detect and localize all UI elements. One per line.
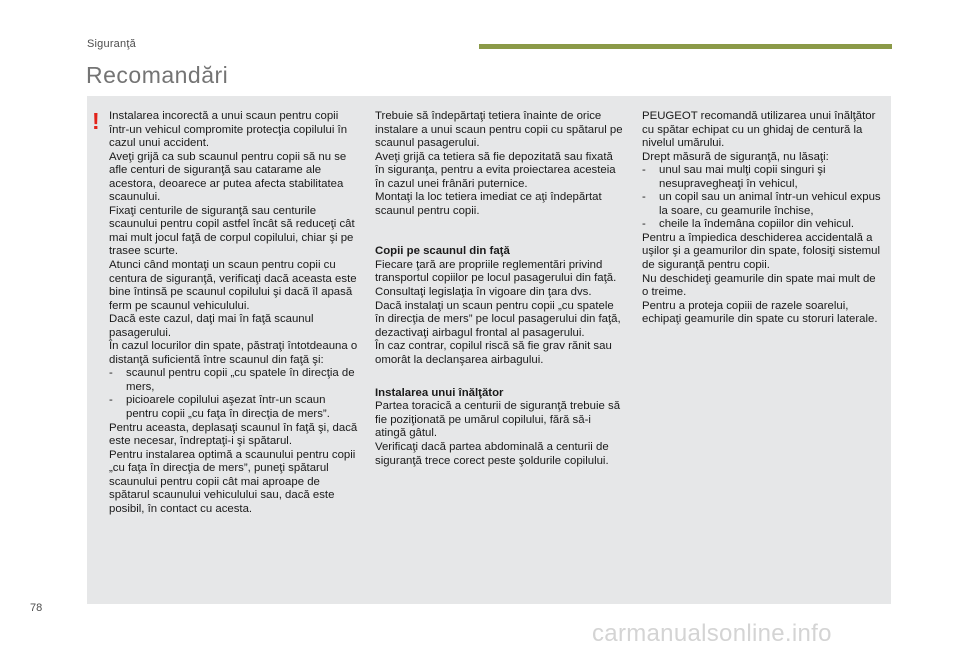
paragraph: Drept măsură de siguranţă, nu lăsaţi: xyxy=(642,150,829,163)
paragraph: Trebuie să îndepărtaţi tetiera înainte de orice instalare a unui scaun pentru copii cu spătarul pe scaunul pasagerului. xyxy=(375,110,623,150)
paragraph: Aveţi grijă ca tetiera să fie depozitată sau fixată în siguranţa, pentru a evita proiectarea acesteia în cazul unei frânări puternice. xyxy=(375,150,616,190)
list-item-text: picioarele copilului aşezat într-un scaun pentru copii „cu faţa în direcţia de mers”. xyxy=(126,394,330,421)
list-item xyxy=(109,394,359,421)
spacer xyxy=(375,367,625,381)
paragraph: Instalarea incorectă a unui scaun pentru copii într-un vehicul compromite protecţia copilului în cazul unui accident. xyxy=(109,110,348,150)
paragraph: În cazul locurilor din spate, păstraţi întotdeauna o distanţă suficientă între scaunul din faţă şi: xyxy=(109,340,358,366)
paragraph: PEUGEOT recomandă utilizarea unui înălţător cu spătar echipat cu un ghidaj de centură la nivelul umărului. xyxy=(642,110,876,150)
paragraph: Atunci când montaţi un scaun pentru copii cu centura de siguranţă, verificaţi dacă aceasta este bine întinsă pe scaunul copilului şi dacă îl apasă ferm pe scaunul vehiculului. xyxy=(109,259,357,312)
paragraph: Montaţi la loc tetiera imediat ce aţi îndepărtat scaunul pentru copii. xyxy=(375,191,602,217)
paragraph: Dacă instalaţi un scaun pentru copii „cu spatele în direcţia de mers” pe locul pasagerului din faţă, dezactivaţi airbagul frontal al pasagerului. xyxy=(375,299,621,339)
dash-bullet: - xyxy=(642,218,646,231)
dash-bullet: - xyxy=(642,164,646,177)
paragraph: Dacă este cazul, daţi mai în faţă scaunul pasagerului. xyxy=(109,313,314,339)
list-item-text: unul sau mai mulţi copii singuri şi nesupravegheaţi în vehicul, xyxy=(659,164,826,190)
list-item-text: scaunul pentru copii „cu spatele în direcţia de mers, xyxy=(126,367,355,393)
section-label: Siguranţă xyxy=(87,38,136,50)
paragraph: Fixaţi centurile de siguranţă sau centurile scaunului pentru copil astfel încât să reduceţi cât mai mult jocul faţă de corpul copilului, chiar şi pe trasee scurte. xyxy=(109,204,355,258)
page-number: 78 xyxy=(30,602,43,614)
spacer xyxy=(375,218,625,232)
paragraph: Aveţi grijă ca sub scaunul pentru copii să nu se afle centuri de siguranţă sau catarame ale acestora, deoarece ar putea afecta stabilitatea scaunului. xyxy=(109,150,347,204)
page-title: Recomandări xyxy=(86,62,229,88)
dash-bullet: - xyxy=(109,367,113,380)
header-rule xyxy=(479,44,892,49)
list-item-text: cheile la îndemâna copiilor din vehicul. xyxy=(659,218,855,231)
list-item xyxy=(642,164,882,191)
paragraph: Partea toracică a centurii de siguranţă trebuie să fie poziţionată pe umărul copilului, fără să-i atingă gâtul. xyxy=(375,400,621,440)
paragraph: Fiecare ţară are propriile reglementări privind transportul copiilor pe locul pasagerului din faţă. Consultaţi legislaţia în vigoare din ţara dvs. xyxy=(375,258,617,299)
dash-bullet: - xyxy=(642,191,646,204)
paragraph: Pentru instalarea optimă a scaunului pentru copii „cu faţa în direcţia de mers”, puneţi spătarul scaunului pentru copii cât mai aproape de spătarul scaunului vehiculului sau, dacă este posibil, în contact cu acesta. xyxy=(109,448,356,515)
paragraph: Pentru a împiedica deschiderea accidentală a uşilor şi a geamurilor din spate, folosiţi sistemul de siguranţă pentru copii. xyxy=(642,231,881,272)
list-item-text: un copil sau un animal într-un vehicul expus la soare, cu geamurile închise, xyxy=(659,191,881,217)
subheading: Instalarea unui înălţător xyxy=(375,386,504,399)
watermark: carmanualsonline.info xyxy=(592,620,832,647)
paragraph: În caz contrar, copilul riscă să fie grav rănit sau omorât la declanşarea airbagului. xyxy=(375,340,612,366)
paragraph: Pentru a proteja copiii de razele soarelui, echipaţi geamurile din spate cu storuri laterale. xyxy=(642,299,878,326)
paragraph: Verificaţi dacă partea abdominală a centurii de siguranţă trece corect peste şoldurile copilului. xyxy=(375,440,609,467)
column-2 xyxy=(375,110,625,468)
subheading: Copii pe scaunul din faţă xyxy=(375,245,510,258)
dash-bullet: - xyxy=(109,394,113,407)
list-item xyxy=(109,367,359,394)
paragraph: Pentru aceasta, deplasaţi scaunul în faţă şi, dacă este necesar, îndreptaţi-i şi spătarul. xyxy=(109,421,358,448)
list-item xyxy=(642,191,882,218)
column-1 xyxy=(109,110,359,516)
spacer xyxy=(375,232,625,246)
paragraph: Nu deschideţi geamurile din spate mai mult de o treime. xyxy=(642,272,876,299)
column-3 xyxy=(642,110,882,327)
warning-icon: ! xyxy=(92,108,100,134)
list-item xyxy=(642,218,882,232)
